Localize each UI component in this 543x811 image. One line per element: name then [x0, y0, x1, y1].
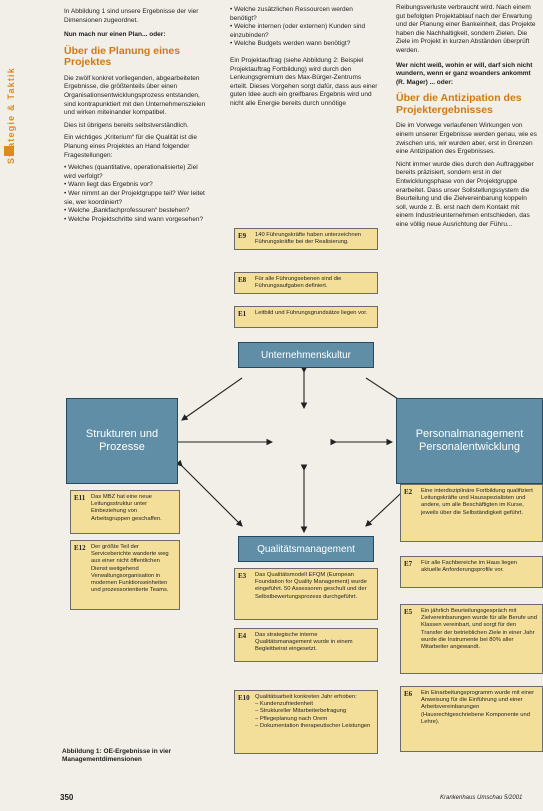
result-text: Leitbild und Führungsgrundsätze liegen vor.: [255, 310, 368, 316]
result-text: Ein jährlich Beurteilungsgespräch mit Zielvereinbarungen wurde für alle Berufe und Klassen vereinbart, und sorgt für den Transfer der betrieblichen Ziele in einer Jahr wurde die Instrumente bei 80% aller Mitarbeiter angewandt.: [421, 608, 538, 651]
paragraph: Dies ist übrigens bereits selbstverständlich.: [64, 121, 189, 129]
section-label: Strategie & Taktik: [6, 67, 16, 164]
list-item: • Welche internen (oder externen) Kunden sind einzubinden?: [230, 23, 378, 40]
result-note-e10: [234, 690, 378, 754]
page-number: 350: [60, 793, 74, 802]
list-item: • Wann liegt das Ergebnis vor?: [64, 181, 209, 190]
result-tag: E11: [74, 494, 86, 502]
result-tag: E12: [74, 544, 86, 552]
dimension-personalmanagement: Personalmanagement Personalentwicklung: [396, 398, 543, 484]
paragraph: In Abbildung 1 sind unsere Ergebnisse der vier Dimensionen zugeordnet.: [64, 8, 199, 24]
result-note-e3: [234, 568, 378, 620]
figure-caption: Abbildung 1: OE-Ergebnisse in vier Managementdimensionen: [62, 748, 172, 763]
paragraph: Die zwölf konkret vorliegenden, abgearbeiteten Ergebnisse, die größtenteils über einen Organisationsentwicklungsprozess entstanden, sind kontrapunktiert mit den Unternehmenszielen und wirken miteinander kompatibel.: [64, 74, 206, 117]
result-text: Eine interdisziplinäre Fortbildung qualifiziert Leitungskräfte und Hausspezialisten und andere, um alle Beschäftigten im Kurse, jeweils über die Selbständigkeit geführt.: [421, 488, 533, 516]
result-tag: E7: [404, 560, 413, 568]
dimension-qualitaetsmanagement: Qualitätsmanagement: [238, 536, 374, 562]
list-item: – Dokumentation therapeutischer Leistungen: [255, 723, 373, 730]
result-note-e4: [234, 628, 378, 662]
result-text: Das MBZ hat eine neue Leitungsstruktur unter Einbeziehung von Arbeitsgruppen geschaffen.: [91, 494, 162, 522]
paragraph: Reibungsverluste verbraucht wird. Nach einem gut befolgten Projektablauf nach der Erwartung und der Planung einer Bankeinheit, das Projekte haben die Nachhaltigkeit, sondern Zielen. Die Ziele im Projekt in kurzen Abständen überprüft werden.: [396, 4, 536, 54]
result-text: 140 Führungskräfte haben unterzeichnen Führungskräfte bei der Realisierung.: [255, 232, 362, 246]
arrow-diagonal-bottom-left: [182, 466, 242, 526]
result-text: Das Qualitätsmodell EFQM (European Foundation for Quality Management) wurde eingeführt. 50 Assessoren geschult und der Selbstbewertungsprozess durchgeführt.: [255, 572, 367, 600]
result-tag: E9: [238, 232, 247, 240]
section-heading: Über die Antizipation des Projektergebnisses: [396, 92, 522, 116]
arrow-diagonal-top-left: [182, 378, 242, 420]
dimension-unternehmenskultur: Unternehmenskultur: [238, 342, 374, 368]
result-note-e8: [234, 272, 378, 294]
list-item: – Kundenzufriedenheit: [255, 701, 373, 708]
result-text: Das strategische interne Qualitätsmanagement wurde in einem Begleitbeirat eingesetzt.: [255, 632, 353, 653]
list-item: • Welche Budgets werden wann benötigt?: [230, 40, 378, 49]
result-note-e9: [234, 228, 378, 250]
list-item: • Welche zusätzlichen Ressourcen werden benötigt?: [230, 6, 378, 23]
result-tag: E8: [238, 276, 247, 284]
list-item: • Welche Projektschritte sind wann vorgesehen?: [64, 216, 209, 225]
lead-quote: Wer nicht weiß, wohin er will, darf sich nicht wundern, wenn er ganz woanders ankommt (R. Mager) ... oder:: [396, 61, 533, 86]
section-heading: Über die Planung eines Projektes: [64, 44, 181, 69]
result-sublist: [255, 701, 373, 730]
result-tag: E6: [404, 690, 413, 698]
result-note-e12: [70, 540, 180, 610]
result-text: Der größte Teil der Serviceberichte wanderte weg aus einer nicht öffentlichen Dienst weitgehend Verwaltungsorganisation in modernen Funktionseinheiten und prozessorientierte Teams.: [91, 544, 169, 594]
list-item: – Pflegeplanung nach Orem: [255, 716, 373, 723]
result-tag: E5: [404, 608, 413, 616]
result-tag: E4: [238, 632, 247, 640]
result-text: Qualitätsarbeit konkreten Jahr erhoben:: [255, 694, 357, 700]
paragraph: Ein Projektauftrag (siehe Abbildung 2: Beispiel Projektauftrag Fortbildung) wird durch den Lenkungsgremium des Max-Bürger-Zentrums erteilt. Dieses Vorgehen sorgt dafür, dass aus einer guten Idee auch ein greifbares Ergebnis wird und nicht alle Energie bereits durch unnötige: [230, 56, 378, 107]
result-note-e5: [400, 604, 543, 674]
result-note-e6: [400, 686, 543, 752]
list-item: • Wer nimmt an der Projektgruppe teil? Wer leitet sie, wer koordiniert?: [64, 190, 209, 207]
dimension-strukturen-prozesse: Strukturen und Prozesse: [66, 398, 178, 484]
list-item: • Welche „Bankfachprofessuren“ bestehen?: [64, 207, 209, 216]
result-note-e2: [400, 484, 543, 542]
paragraph: Nicht immer wurde dies durch den Auftraggeber bereits präzisiert, sondern erst in der Entwicklungsphase von der Projektgruppe erarbeitet. Dass unser Sollstellungssystem die Beurteilung und die Zielvereinbarung koppeln soll, wurde z. B. erst nach dem Kontakt mit einem Industrieunternehmen entschieden, das eine völlig neue Ausrichtung der Führu...: [396, 160, 534, 228]
result-tag: E3: [238, 572, 247, 580]
result-text: Für alle Fachbereiche im Haus liegen aktuelle Anforderungsprofile vor.: [421, 560, 518, 574]
result-note-e7: [400, 556, 543, 588]
result-tag: E2: [404, 488, 413, 496]
result-tag: E1: [238, 310, 247, 318]
magazine-name: Krankenhaus Umschau 5/2001: [440, 795, 523, 801]
lead-line: Nun mach nur einen Plan... oder:: [64, 31, 166, 39]
list-item: – Struktureller Mitarbeiterbefragung: [255, 708, 373, 715]
paragraph: Ein wichtiges „Kriterium“ für die Qualität ist die Planung eines Projektes an Hand folgender Fragestellungen:: [64, 134, 197, 159]
result-tag: E10: [238, 694, 250, 702]
result-text: Ein Einarbeitungsprogramm wurde mit einer Anweisung für die Einführung und einer Arbeitsvereinbarungen (Hausrechtgeschriebene Komponente und Lehre).: [421, 690, 535, 725]
result-note-e11: [70, 490, 180, 534]
list-item: • Welches (quantitative, operationalisierte) Ziel wird verfolgt?: [64, 164, 209, 181]
paragraph: Die im Vorwege verlaufenen Wirkungen von einem unserer Ergebnisse werden genau, wie es zwischen uns, wir wurden aber, erst in Grenzen eine Antizipation des Ergebnisses.: [396, 122, 537, 156]
result-text: Für alle Führungsebenen sind die Führungsaufgaben definiert.: [255, 276, 342, 290]
result-note-e1: [234, 306, 378, 328]
